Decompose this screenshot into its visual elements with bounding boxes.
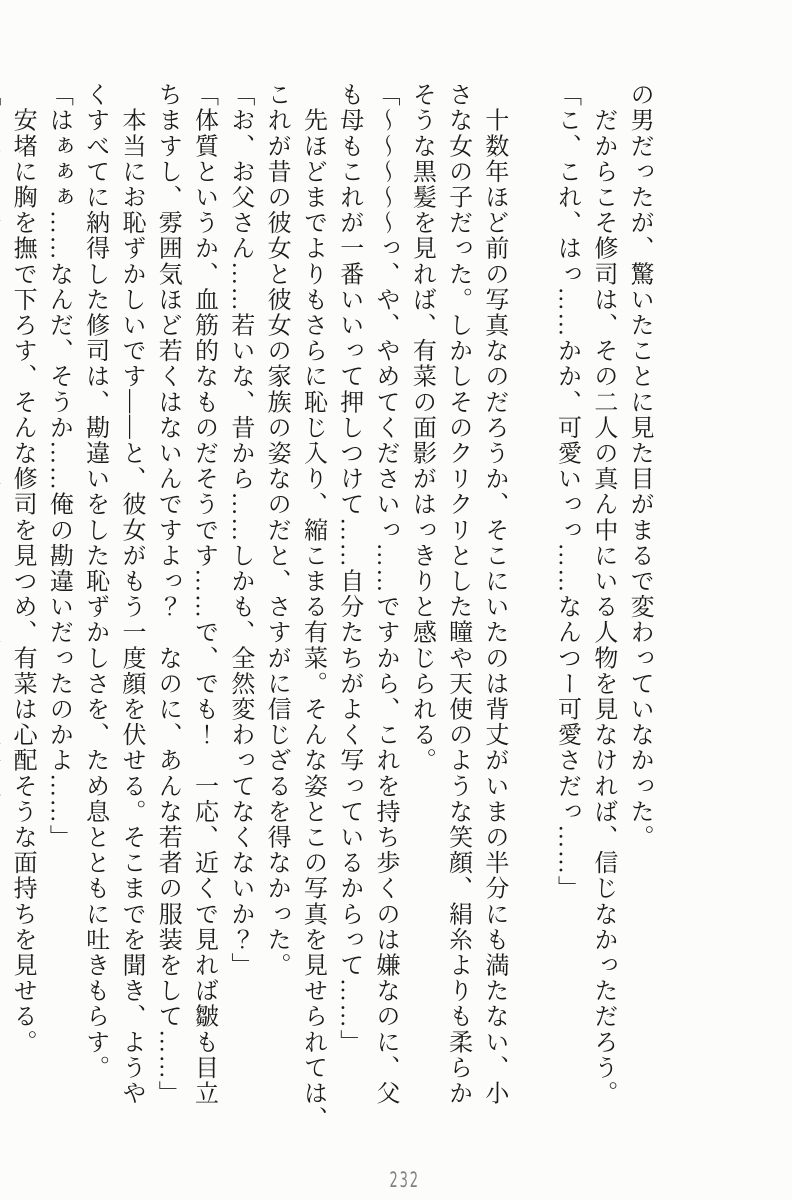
text-line [512, 82, 548, 1114]
text-line: さな女の子だった。しかしそのクリクリとした瞳や天使のような笑顔、絹糸よりも柔らか [444, 82, 471, 1106]
text-line: そうな黒髪を見れば、有菜の面影がはっきりと感じられる。 [408, 82, 435, 774]
text-line: くすべてに納得した修司は、勘違いをした恥ずかしさを、ため息とともに吐きもらす。 [81, 82, 108, 1081]
text-line: これが昔の彼女と彼女の家族の姿なのだと、さすがに信じざるを得なかった。 [263, 82, 290, 978]
vertical-text-block [9, 82, 766, 1132]
text-line: も母もこれが一番いいって押しつけて……自分たちがよく写っているからって……」 [335, 82, 362, 1055]
text-line: 安堵に胸を撫で下ろす、そんな修司を見つめ、有菜は心配そうな面持ちを見せる。 [9, 82, 36, 1055]
text-line: ちますし、雰囲気ほど若くはないんですよっ？ なのに、あんな若者の服装をして……」 [154, 82, 181, 1106]
page-number: 232 [389, 1168, 420, 1192]
text-line: だからこそ修司は、その二人の真ん中にいる人物を見なければ、信じなかっただろう。 [589, 82, 616, 1106]
text-line: 「はぁぁぁ……なんだ、そうか……俺の勘違いだったのかよ……」 [45, 82, 72, 850]
text-line: 十数年ほど前の写真なのだろうか、そこにいたのは背丈がいまの半分にも満たない、小 [480, 82, 507, 1106]
text-line: 「～～～～～っ、や、やめてくださいっ……ですから、これを持ち歩くのは嫌なのに、父 [372, 82, 399, 1106]
text-line: 本当にお恥ずかしいです――と、彼女がもう一度顔を伏せる。そこまでを聞き、ようや [117, 82, 144, 1106]
text-line: の男だったが、驚いたことに見た目がまるで変わっていなかった。 [626, 82, 653, 850]
text-line: 「体質というか、血筋的なものだそうです……で、でも！ 一応、近くで見れば皺も目立 [190, 82, 217, 1106]
text-line: 先ほどまでよりもさらに恥じ入り、縮こまる有菜。そんな姿とこの写真を見せられては、 [299, 82, 326, 1132]
text-line: 「お、お父さん……若いな、昔から……しかも、全然変わってなくないか？」 [226, 82, 253, 978]
text-line: 「こ、これ、はっ……かか、可愛いっっ……なんつー可愛さだっ……」 [553, 82, 580, 902]
